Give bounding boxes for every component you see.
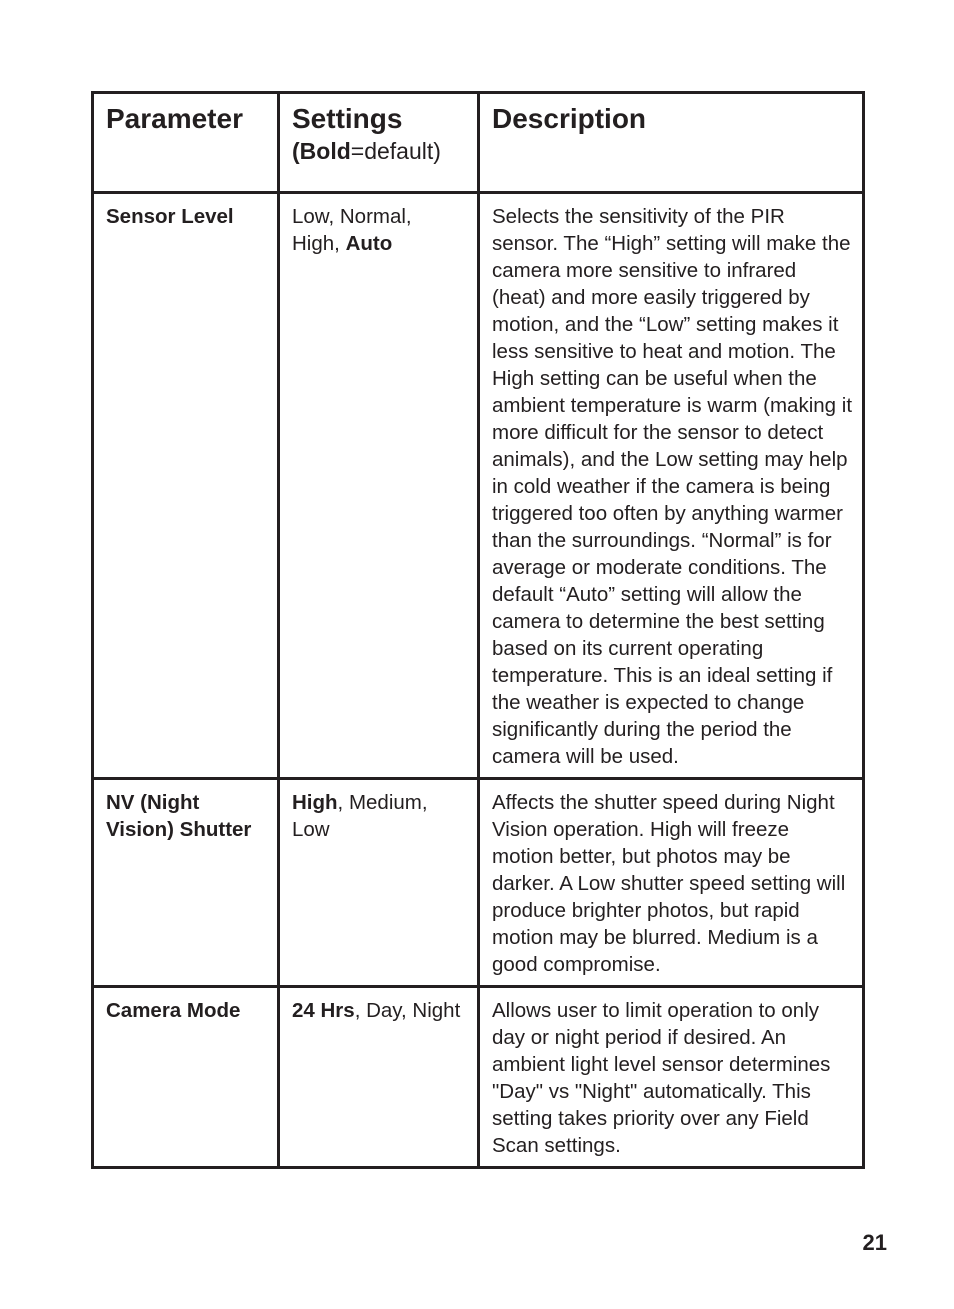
row-parameter: Sensor Level [93, 193, 279, 779]
row-settings [279, 987, 479, 1168]
row-parameter: Camera Mode [93, 987, 279, 1168]
table-row-camera-mode [93, 987, 864, 1168]
table-header-row [93, 93, 864, 193]
settings-table [91, 91, 865, 1169]
page-number: 21 [862, 1230, 887, 1255]
header-settings-note-rest: =default) [350, 138, 441, 164]
table-row-nv-shutter [93, 779, 864, 987]
row-settings-default: High [292, 791, 338, 814]
header-settings-note-bold: Bold [299, 138, 351, 164]
header-settings-note [292, 136, 465, 166]
header-settings-note-open: ( [292, 138, 300, 164]
header-parameter: Parameter [93, 93, 279, 193]
row-description: Affects the shutter speed during Night Vision operation. High will freeze motion better, but photos may be darker. A Low shutter speed setting will produce brighter photos, but rapid motion may be blurred. Medium is a good compromise. [479, 779, 864, 987]
row-settings-text: , Medium, Low [292, 791, 428, 841]
header-settings [279, 93, 479, 193]
header-settings-title: Settings [292, 103, 403, 134]
row-settings-default: 24 Hrs [292, 999, 355, 1022]
row-settings-text: Low, Normal, High, [292, 205, 412, 255]
row-parameter: NV (Night Vision) Shutter [93, 779, 279, 987]
row-description: Selects the sensitivity of the PIR sensor. The “High” setting will make the camera more sensitive to infrared (heat) and more easily triggered by motion, and the “Low” setting makes it less sensitive to heat and motion. The High setting can be useful when the ambient temperature is warm (making it more difficult for the sensor to detect animals), and the Low setting may help in cold weather if the camera is being triggered too often by anything warmer than the surroundings. “Normal” is for average or moderate conditions. The default “Auto” setting will allow the camera to determine the best setting based on its current operating temperature. This is an ideal setting if the weather is expected to change significantly during the period the camera will be used. [479, 193, 864, 779]
row-settings [279, 193, 479, 779]
header-description: Description [479, 93, 864, 193]
table-row-sensor-level [93, 193, 864, 779]
row-settings-default: Auto [345, 232, 393, 255]
row-description: Allows user to limit operation to only day or night period if desired. An ambient light level sensor determines "Day" vs "Night" automatically. This setting takes priority over any Field Scan settings. [479, 987, 864, 1168]
row-settings [279, 779, 479, 987]
row-settings-text: , Day, Night [354, 999, 461, 1022]
